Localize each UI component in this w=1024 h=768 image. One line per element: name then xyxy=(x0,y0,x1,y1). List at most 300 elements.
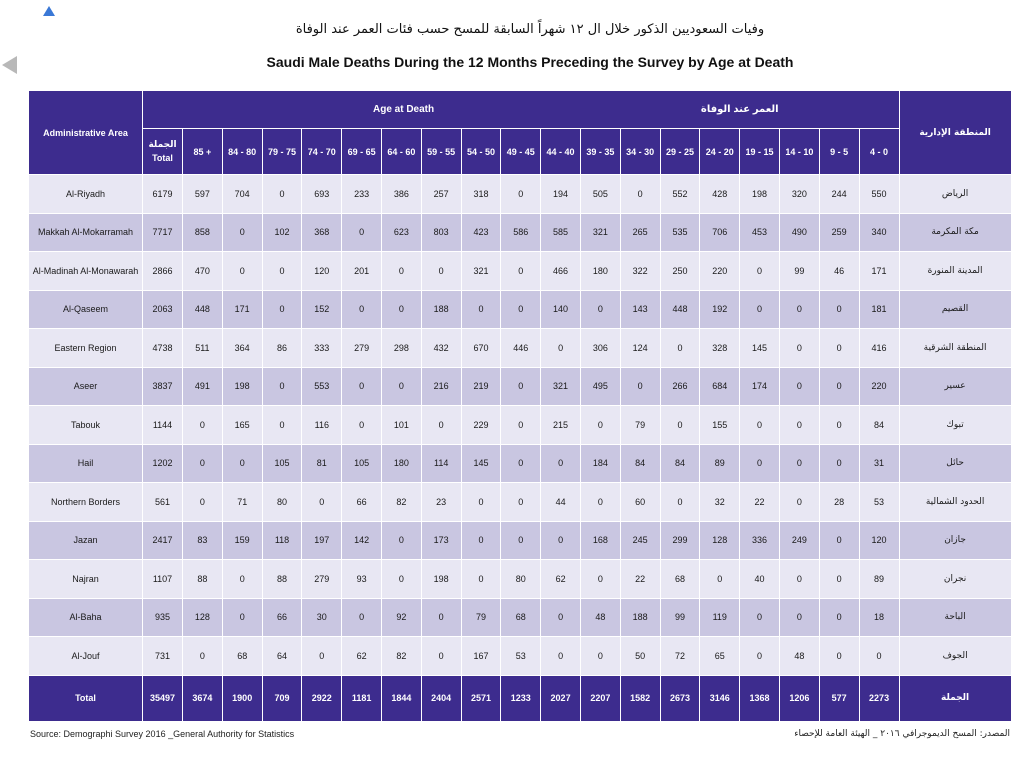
row-value: 48 xyxy=(779,637,819,676)
row-value: 143 xyxy=(620,290,660,329)
row-value: 0 xyxy=(779,560,819,599)
total-row-value: 3146 xyxy=(700,675,740,721)
row-value: 0 xyxy=(580,637,620,676)
row-value: 0 xyxy=(262,252,302,291)
table-row xyxy=(29,406,1012,445)
total-row-value: 2404 xyxy=(421,675,461,721)
row-value: 299 xyxy=(660,521,700,560)
header-age-group xyxy=(143,91,900,129)
row-value: 0 xyxy=(183,406,223,445)
row-value: 79 xyxy=(461,598,501,637)
row-value: 53 xyxy=(501,637,541,676)
total-row-label-en: Total xyxy=(29,675,143,721)
row-value: 184 xyxy=(580,444,620,483)
row-value: 693 xyxy=(302,175,342,214)
row-value: 340 xyxy=(859,213,899,252)
row-value: 0 xyxy=(461,560,501,599)
row-value: 89 xyxy=(859,560,899,599)
row-value: 0 xyxy=(779,367,819,406)
row-value: 118 xyxy=(262,521,302,560)
row-value: 490 xyxy=(779,213,819,252)
row-value: 101 xyxy=(381,406,421,445)
row-value: 265 xyxy=(620,213,660,252)
row-value: 62 xyxy=(541,560,581,599)
total-row-value: 577 xyxy=(819,675,859,721)
row-value: 328 xyxy=(700,329,740,368)
row-value: 0 xyxy=(819,367,859,406)
row-area-en: Jazan xyxy=(29,521,143,560)
row-value: 23 xyxy=(421,483,461,522)
row-value: 53 xyxy=(859,483,899,522)
table-row xyxy=(29,367,1012,406)
scroll-up-icon[interactable] xyxy=(43,6,55,16)
row-value: 706 xyxy=(700,213,740,252)
table-row xyxy=(29,598,1012,637)
row-value: 0 xyxy=(461,483,501,522)
row-value: 48 xyxy=(580,598,620,637)
row-value: 321 xyxy=(541,367,581,406)
row-value: 83 xyxy=(183,521,223,560)
row-value: 220 xyxy=(859,367,899,406)
header-age-col: 9 - 5 xyxy=(819,129,859,175)
row-value: 320 xyxy=(779,175,819,214)
row-value: 0 xyxy=(342,406,382,445)
row-value: 0 xyxy=(381,367,421,406)
total-row-value: 2027 xyxy=(541,675,581,721)
table-row xyxy=(29,444,1012,483)
row-value: 168 xyxy=(580,521,620,560)
row-value: 80 xyxy=(262,483,302,522)
header-age-col: 69 - 65 xyxy=(342,129,382,175)
row-value: 0 xyxy=(342,213,382,252)
row-value: 0 xyxy=(501,521,541,560)
row-value: 81 xyxy=(302,444,342,483)
row-value: 0 xyxy=(222,598,262,637)
total-row-value: 1844 xyxy=(381,675,421,721)
row-value: 416 xyxy=(859,329,899,368)
header-age-group-en: Age at Death xyxy=(373,104,435,115)
header-total-en: Total xyxy=(152,152,173,163)
row-value: 105 xyxy=(262,444,302,483)
row-value: 448 xyxy=(660,290,700,329)
header-total xyxy=(143,129,183,175)
table-row xyxy=(29,213,1012,252)
row-value: 219 xyxy=(461,367,501,406)
table-row xyxy=(29,329,1012,368)
header-age-group-ar: العمر عند الوفاة xyxy=(700,104,779,115)
row-total: 1144 xyxy=(143,406,183,445)
row-value: 257 xyxy=(421,175,461,214)
row-value: 120 xyxy=(859,521,899,560)
row-value: 0 xyxy=(222,213,262,252)
row-value: 0 xyxy=(541,637,581,676)
table-row xyxy=(29,521,1012,560)
row-value: 31 xyxy=(859,444,899,483)
row-area-ar: المدينة المنورة xyxy=(899,252,1011,291)
header-age-col: 59 - 55 xyxy=(421,129,461,175)
row-value: 174 xyxy=(740,367,780,406)
row-value: 128 xyxy=(183,598,223,637)
row-value: 82 xyxy=(381,637,421,676)
row-value: 88 xyxy=(183,560,223,599)
row-value: 0 xyxy=(381,560,421,599)
header-age-col: 79 - 75 xyxy=(262,129,302,175)
row-area-ar: نجران xyxy=(899,560,1011,599)
total-row-value: 2673 xyxy=(660,675,700,721)
row-value: 155 xyxy=(700,406,740,445)
row-value: 145 xyxy=(740,329,780,368)
row-value: 102 xyxy=(262,213,302,252)
row-value: 60 xyxy=(620,483,660,522)
row-value: 89 xyxy=(700,444,740,483)
row-value: 84 xyxy=(859,406,899,445)
row-value: 92 xyxy=(381,598,421,637)
row-area-en: Al-Madinah Al-Monawarah xyxy=(29,252,143,291)
row-value: 28 xyxy=(819,483,859,522)
row-value: 0 xyxy=(740,598,780,637)
row-value: 84 xyxy=(660,444,700,483)
row-value: 220 xyxy=(700,252,740,291)
row-value: 159 xyxy=(222,521,262,560)
row-total: 1107 xyxy=(143,560,183,599)
row-total: 2866 xyxy=(143,252,183,291)
row-value: 553 xyxy=(302,367,342,406)
row-value: 684 xyxy=(700,367,740,406)
row-value: 623 xyxy=(381,213,421,252)
row-area-en: Tabouk xyxy=(29,406,143,445)
row-value: 0 xyxy=(779,483,819,522)
total-row-label-ar: الجملة xyxy=(899,675,1011,721)
row-value: 93 xyxy=(342,560,382,599)
title-english: Saudi Male Deaths During the 12 Months Preceding the Survey by Age at Death xyxy=(266,54,794,70)
row-value: 0 xyxy=(819,290,859,329)
row-value: 298 xyxy=(381,329,421,368)
row-value: 0 xyxy=(620,367,660,406)
row-value: 321 xyxy=(580,213,620,252)
row-value: 0 xyxy=(183,444,223,483)
row-value: 99 xyxy=(660,598,700,637)
row-value: 0 xyxy=(461,290,501,329)
row-value: 0 xyxy=(501,367,541,406)
deaths-table xyxy=(28,90,1012,722)
row-value: 0 xyxy=(819,444,859,483)
total-row-value: 1206 xyxy=(779,675,819,721)
row-value: 50 xyxy=(620,637,660,676)
row-value: 0 xyxy=(700,560,740,599)
row-value: 364 xyxy=(222,329,262,368)
row-value: 466 xyxy=(541,252,581,291)
table-row xyxy=(29,175,1012,214)
row-value: 0 xyxy=(222,444,262,483)
row-value: 333 xyxy=(302,329,342,368)
row-value: 0 xyxy=(541,444,581,483)
row-value: 0 xyxy=(222,560,262,599)
row-value: 0 xyxy=(222,252,262,291)
row-value: 116 xyxy=(302,406,342,445)
row-value: 0 xyxy=(541,598,581,637)
row-area-en: Hail xyxy=(29,444,143,483)
total-row-value: 709 xyxy=(262,675,302,721)
row-value: 18 xyxy=(859,598,899,637)
row-area-en: Northern Borders xyxy=(29,483,143,522)
row-value: 30 xyxy=(302,598,342,637)
row-value: 22 xyxy=(740,483,780,522)
row-value: 0 xyxy=(342,367,382,406)
row-value: 0 xyxy=(421,252,461,291)
row-value: 0 xyxy=(183,483,223,522)
row-area-en: Aseer xyxy=(29,367,143,406)
row-value: 152 xyxy=(302,290,342,329)
row-value: 0 xyxy=(541,329,581,368)
row-area-en: Al-Riyadh xyxy=(29,175,143,214)
total-row-value: 1181 xyxy=(342,675,382,721)
row-value: 66 xyxy=(342,483,382,522)
row-value: 0 xyxy=(779,290,819,329)
row-value: 0 xyxy=(342,598,382,637)
row-value: 322 xyxy=(620,252,660,291)
row-value: 215 xyxy=(541,406,581,445)
row-value: 44 xyxy=(541,483,581,522)
row-total: 7717 xyxy=(143,213,183,252)
row-value: 0 xyxy=(501,444,541,483)
row-area-en: Makkah Al-Mokarramah xyxy=(29,213,143,252)
row-total: 6179 xyxy=(143,175,183,214)
header-age-col: 64 - 60 xyxy=(381,129,421,175)
row-value: 0 xyxy=(421,637,461,676)
row-value: 321 xyxy=(461,252,501,291)
row-area-en: Al-Jouf xyxy=(29,637,143,676)
row-value: 318 xyxy=(461,175,501,214)
row-area-ar: مكة المكرمة xyxy=(899,213,1011,252)
row-value: 0 xyxy=(819,637,859,676)
row-value: 0 xyxy=(183,637,223,676)
row-value: 0 xyxy=(740,406,780,445)
row-value: 0 xyxy=(421,406,461,445)
row-value: 535 xyxy=(660,213,700,252)
row-value: 192 xyxy=(700,290,740,329)
row-value: 0 xyxy=(501,252,541,291)
row-area-ar: المنطقة الشرقية xyxy=(899,329,1011,368)
header-age-col: 19 - 15 xyxy=(740,129,780,175)
table-row xyxy=(29,483,1012,522)
row-value: 0 xyxy=(381,252,421,291)
title-arabic: وفيات السعوديين الذكور خلال ال ١٢ شهراً السابقة للمسح حسب فئات العمر عند الوفاة xyxy=(295,22,765,37)
header-area-en: Administrative Area xyxy=(29,91,143,175)
row-value: 428 xyxy=(700,175,740,214)
header-age-col: 54 - 50 xyxy=(461,129,501,175)
row-value: 229 xyxy=(461,406,501,445)
row-value: 0 xyxy=(740,637,780,676)
row-value: 0 xyxy=(620,175,660,214)
row-value: 216 xyxy=(421,367,461,406)
row-value: 0 xyxy=(501,483,541,522)
header-age-col: 14 - 10 xyxy=(779,129,819,175)
row-total: 2417 xyxy=(143,521,183,560)
row-value: 105 xyxy=(342,444,382,483)
row-value: 0 xyxy=(501,290,541,329)
row-value: 0 xyxy=(819,598,859,637)
row-value: 0 xyxy=(660,406,700,445)
row-value: 0 xyxy=(262,290,302,329)
row-value: 79 xyxy=(620,406,660,445)
table-row xyxy=(29,560,1012,599)
row-value: 0 xyxy=(740,252,780,291)
row-total: 731 xyxy=(143,637,183,676)
row-value: 119 xyxy=(700,598,740,637)
row-value: 233 xyxy=(342,175,382,214)
row-value: 0 xyxy=(580,560,620,599)
row-value: 165 xyxy=(222,406,262,445)
row-area-ar: الرياض xyxy=(899,175,1011,214)
row-value: 0 xyxy=(819,329,859,368)
table-row xyxy=(29,252,1012,291)
row-value: 0 xyxy=(580,290,620,329)
table-row xyxy=(29,637,1012,676)
row-total: 935 xyxy=(143,598,183,637)
total-row-value: 2571 xyxy=(461,675,501,721)
row-value: 0 xyxy=(580,406,620,445)
row-value: 0 xyxy=(779,329,819,368)
row-value: 0 xyxy=(302,483,342,522)
total-row-value: 1368 xyxy=(740,675,780,721)
row-value: 803 xyxy=(421,213,461,252)
row-value: 336 xyxy=(740,521,780,560)
source-arabic: المصدر: المسح الديموجرافي ٢٠١٦ _ الهيئة العامة للإحصاء xyxy=(794,729,1010,739)
row-total: 2063 xyxy=(143,290,183,329)
row-value: 124 xyxy=(620,329,660,368)
row-value: 0 xyxy=(262,367,302,406)
row-value: 0 xyxy=(342,290,382,329)
row-value: 64 xyxy=(262,637,302,676)
row-value: 250 xyxy=(660,252,700,291)
row-value: 511 xyxy=(183,329,223,368)
row-value: 446 xyxy=(501,329,541,368)
header-age-col: 39 - 35 xyxy=(580,129,620,175)
row-value: 173 xyxy=(421,521,461,560)
row-value: 0 xyxy=(381,521,421,560)
row-value: 0 xyxy=(262,406,302,445)
row-value: 194 xyxy=(541,175,581,214)
row-value: 65 xyxy=(700,637,740,676)
row-value: 368 xyxy=(302,213,342,252)
row-value: 259 xyxy=(819,213,859,252)
row-value: 244 xyxy=(819,175,859,214)
row-value: 586 xyxy=(501,213,541,252)
row-value: 0 xyxy=(302,637,342,676)
row-value: 0 xyxy=(660,329,700,368)
row-value: 72 xyxy=(660,637,700,676)
row-area-ar: القصيم xyxy=(899,290,1011,329)
total-row-value: 2273 xyxy=(859,675,899,721)
row-value: 0 xyxy=(461,521,501,560)
row-value: 0 xyxy=(819,521,859,560)
row-value: 0 xyxy=(740,290,780,329)
row-value: 128 xyxy=(700,521,740,560)
row-value: 704 xyxy=(222,175,262,214)
row-value: 82 xyxy=(381,483,421,522)
row-value: 62 xyxy=(342,637,382,676)
row-value: 68 xyxy=(501,598,541,637)
previous-page-icon[interactable] xyxy=(2,56,17,74)
row-value: 432 xyxy=(421,329,461,368)
table-row xyxy=(29,290,1012,329)
row-value: 142 xyxy=(342,521,382,560)
row-value: 495 xyxy=(580,367,620,406)
row-value: 470 xyxy=(183,252,223,291)
row-value: 140 xyxy=(541,290,581,329)
header-age-col: 29 - 25 xyxy=(660,129,700,175)
row-value: 550 xyxy=(859,175,899,214)
header-age-col: 49 - 45 xyxy=(501,129,541,175)
row-area-ar: جازان xyxy=(899,521,1011,560)
row-value: 0 xyxy=(779,598,819,637)
total-row-value: 2207 xyxy=(580,675,620,721)
total-row-total: 35497 xyxy=(143,675,183,721)
row-value: 0 xyxy=(541,521,581,560)
row-value: 188 xyxy=(421,290,461,329)
row-value: 86 xyxy=(262,329,302,368)
row-value: 0 xyxy=(262,175,302,214)
row-value: 171 xyxy=(222,290,262,329)
row-value: 66 xyxy=(262,598,302,637)
row-value: 88 xyxy=(262,560,302,599)
row-value: 0 xyxy=(501,406,541,445)
row-area-ar: الجوف xyxy=(899,637,1011,676)
row-value: 0 xyxy=(660,483,700,522)
row-value: 198 xyxy=(740,175,780,214)
row-value: 0 xyxy=(740,444,780,483)
row-area-ar: حائل xyxy=(899,444,1011,483)
row-value: 0 xyxy=(501,175,541,214)
row-value: 505 xyxy=(580,175,620,214)
row-value: 180 xyxy=(580,252,620,291)
row-value: 71 xyxy=(222,483,262,522)
row-value: 245 xyxy=(620,521,660,560)
total-row xyxy=(29,675,1012,721)
row-value: 585 xyxy=(541,213,581,252)
header-total-ar: الجملة xyxy=(148,139,177,150)
row-value: 197 xyxy=(302,521,342,560)
row-value: 84 xyxy=(620,444,660,483)
row-area-ar: تبوك xyxy=(899,406,1011,445)
row-value: 386 xyxy=(381,175,421,214)
row-total: 3837 xyxy=(143,367,183,406)
total-row-value: 3674 xyxy=(183,675,223,721)
row-total: 4738 xyxy=(143,329,183,368)
row-value: 279 xyxy=(342,329,382,368)
row-value: 0 xyxy=(421,598,461,637)
total-row-value: 1233 xyxy=(501,675,541,721)
row-value: 32 xyxy=(700,483,740,522)
total-row-value: 1582 xyxy=(620,675,660,721)
row-value: 858 xyxy=(183,213,223,252)
row-value: 448 xyxy=(183,290,223,329)
row-value: 188 xyxy=(620,598,660,637)
header-age-col: 85 + xyxy=(183,129,223,175)
header-area-ar: المنطقة الإدارية xyxy=(899,91,1011,175)
row-value: 68 xyxy=(222,637,262,676)
row-value: 114 xyxy=(421,444,461,483)
row-value: 198 xyxy=(421,560,461,599)
row-area-en: Al-Qaseem xyxy=(29,290,143,329)
row-value: 40 xyxy=(740,560,780,599)
row-area-en: Al-Baha xyxy=(29,598,143,637)
row-value: 491 xyxy=(183,367,223,406)
row-value: 0 xyxy=(819,406,859,445)
row-value: 249 xyxy=(779,521,819,560)
header-age-col: 24 - 20 xyxy=(700,129,740,175)
row-value: 279 xyxy=(302,560,342,599)
